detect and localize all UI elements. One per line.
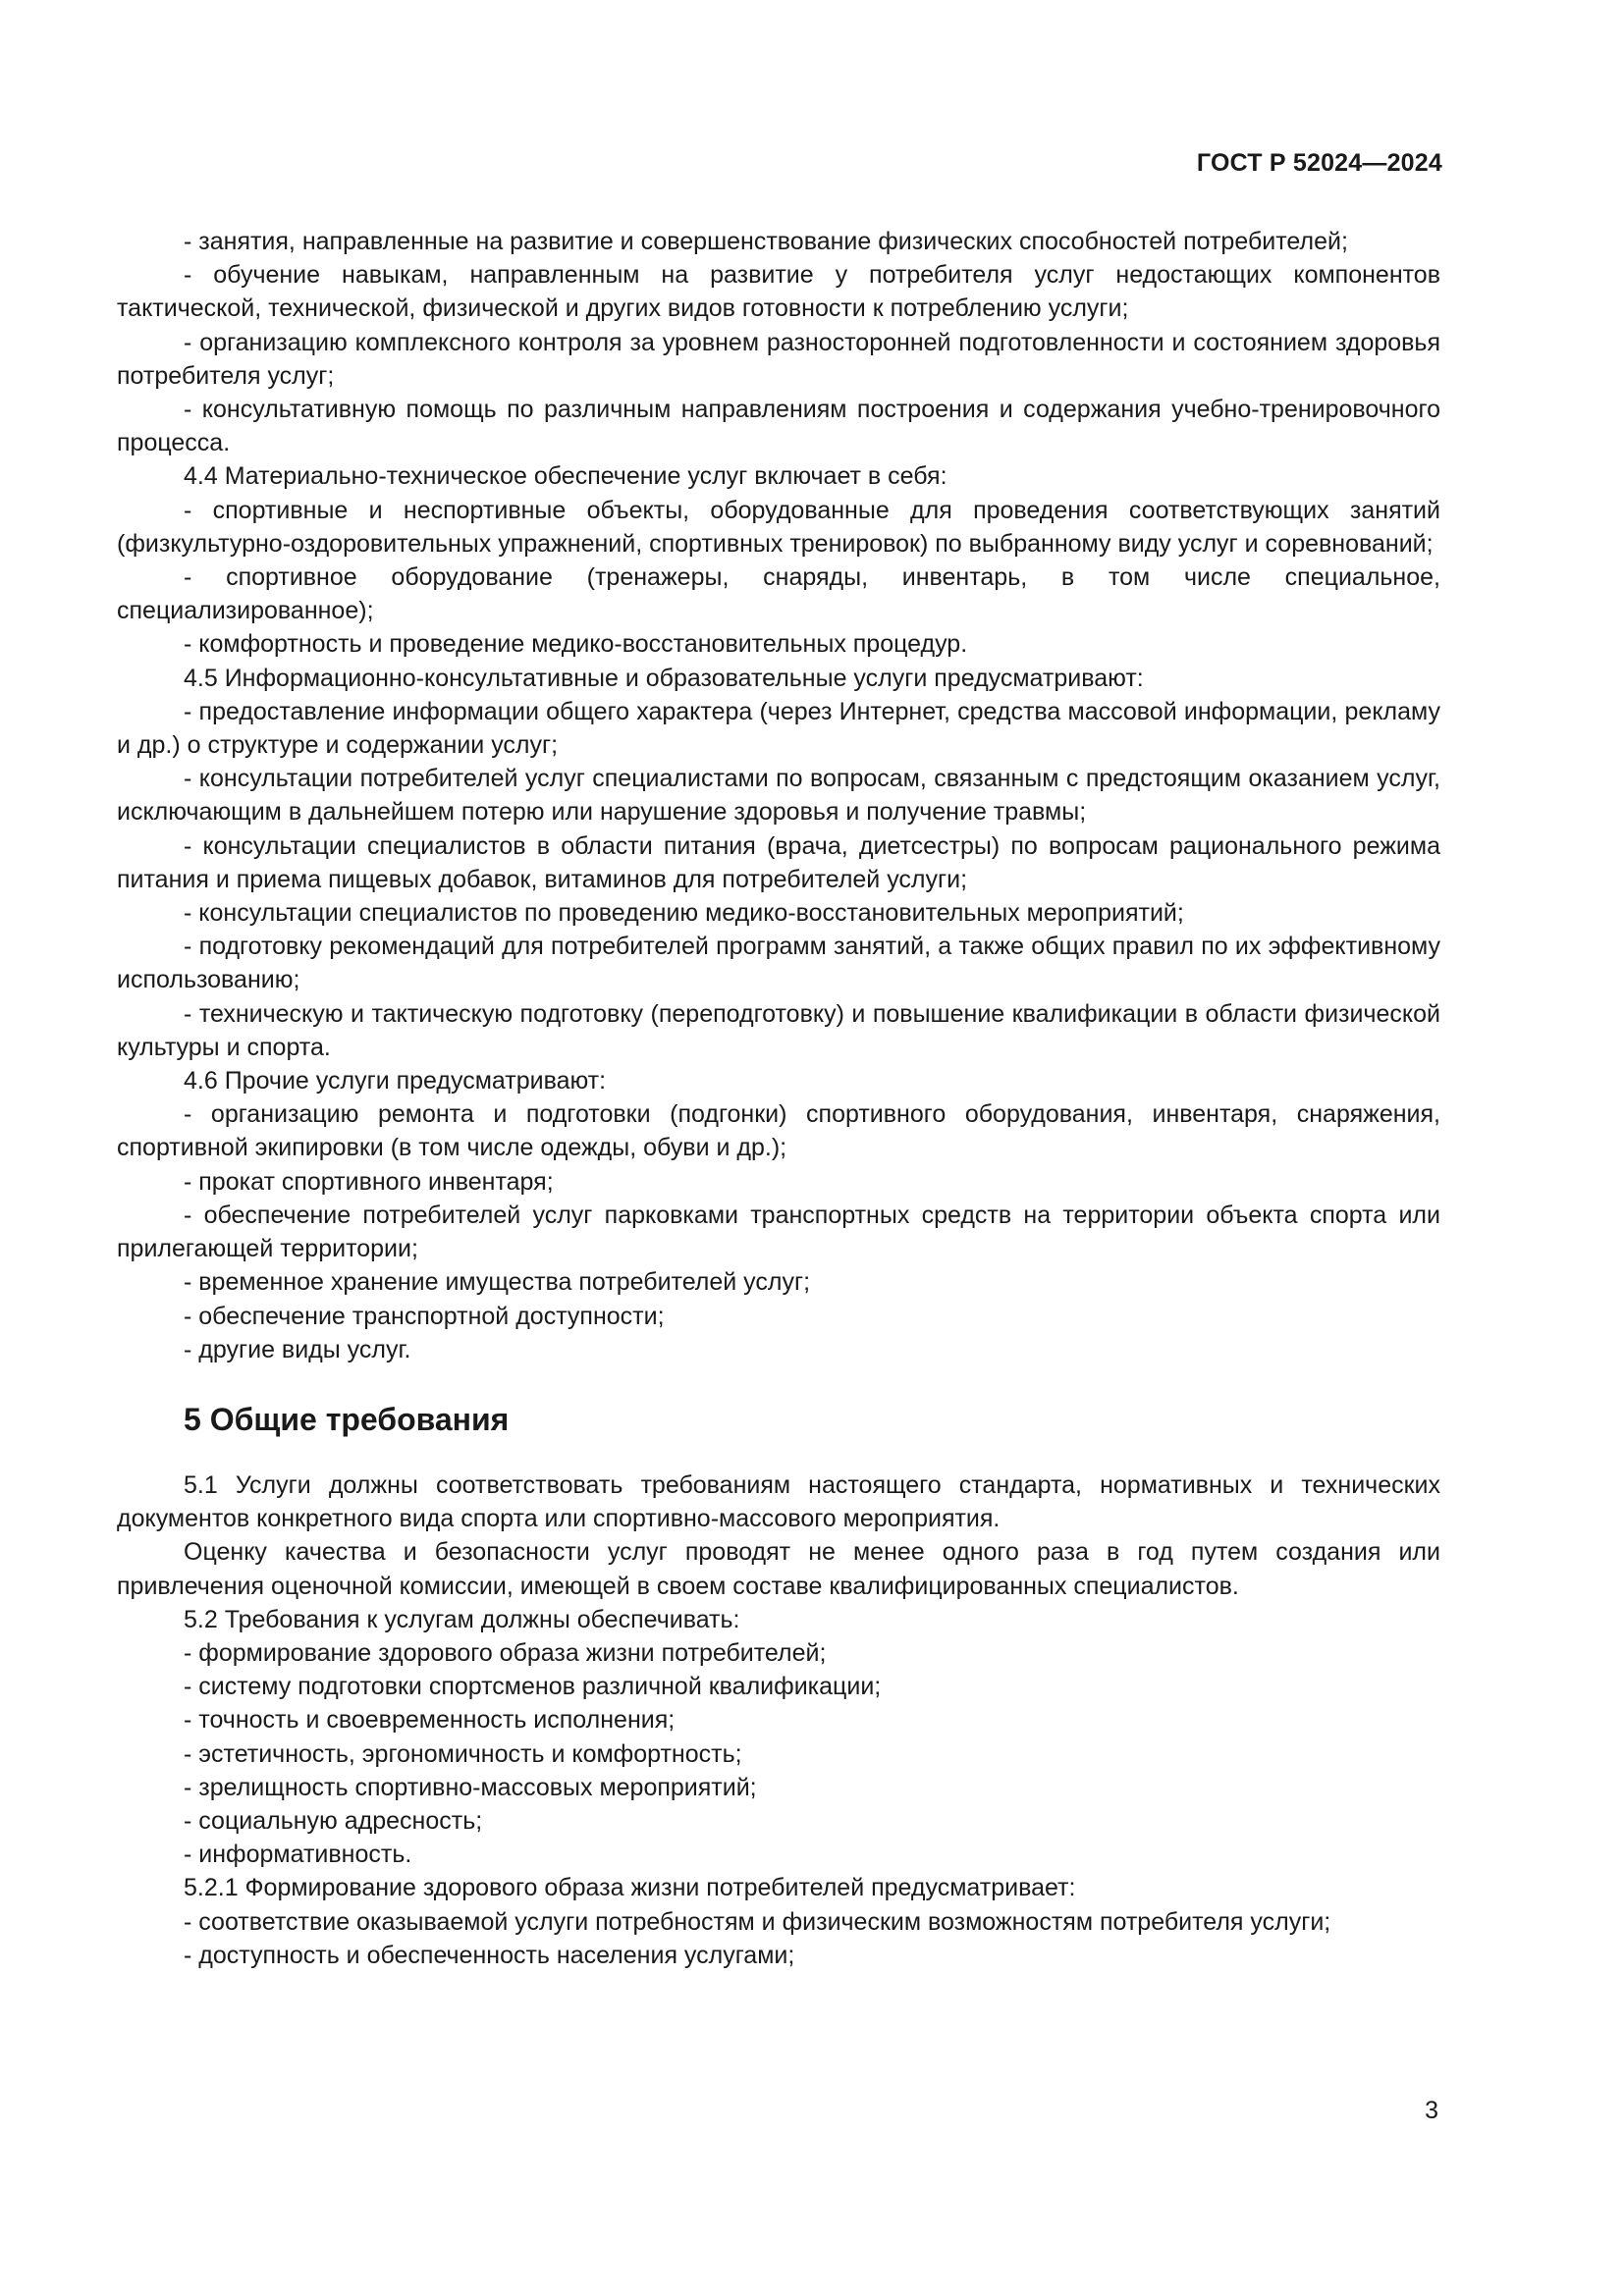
paragraph: - точность и своевременность исполнения;	[184, 1706, 676, 1735]
paragraph: - консультации потребителей услуг специалистами по вопросам, связанным с предстоящим оказанием услуг, исключающим в дальнейшем потерю или нарушение здоровья и получение травмы;	[117, 765, 1440, 827]
paragraph: - обеспечение потребителей услуг парковками транспортных средств на территории объекта спорта или прилегающей территории;	[117, 1201, 1440, 1263]
page-number: 3	[1425, 2097, 1438, 2124]
paragraph: - доступность и обеспеченность населения услугами;	[184, 1941, 795, 1969]
paragraph: - зрелищность спортивно-массовых мероприятий;	[184, 1773, 757, 1801]
paragraph: - организацию комплексного контроля за уровнем разносторонней подготовленности и состоянием здоровья потребителя услуг;	[117, 328, 1440, 390]
paragraph: - консультации специалистов в области питания (врача, диетсестры) по вопросам рационального режима питания и приема пищевых добавок, витаминов для потребителей услуги;	[117, 831, 1440, 893]
section-5-heading: 5 Общие требования	[184, 1401, 510, 1437]
paragraph: - временное хранение имущества потребителей услуг;	[184, 1268, 811, 1297]
clause-4-6: 4.6 Прочие услуги предусматривают:	[184, 1067, 607, 1095]
paragraph: - организацию ремонта и подготовки (подгонки) спортивного оборудования, инвентаря, снаряжения, спортивной экипировки (в том числе одежды, обуви и др.);	[117, 1100, 1440, 1162]
clause-5-2: 5.2 Требования к услугам должны обеспечивать:	[184, 1605, 740, 1633]
paragraph: - социальную адресность;	[184, 1806, 483, 1835]
paragraph: - предоставление информации общего характера (через Интернет, средства массовой информации, рекламу и др.) о структуре и содержании услуг;	[117, 697, 1440, 760]
paragraph: - спортивное оборудование (тренажеры, снаряды, инвентарь, в том числе специальное, специализированное);	[117, 563, 1440, 625]
page-body	[117, 225, 1440, 1972]
document-id-header: ГОСТ Р 52024—2024	[1196, 149, 1442, 177]
paragraph: - комфортность и проведение медико-восстановительных процедур.	[184, 630, 968, 659]
paragraph: - подготовку рекомендаций для потребителей программ занятий, а также общих правил по их эффективному использованию;	[117, 933, 1440, 994]
paragraph: - обеспечение транспортной доступности;	[184, 1302, 665, 1330]
paragraph: - техническую и тактическую подготовку (переподготовку) и повышение квалификации в области физической культуры и спорта.	[117, 999, 1440, 1061]
paragraph: - систему подготовки спортсменов различной квалификации;	[184, 1673, 882, 1701]
clause-4-4: 4.4 Материально-техническое обеспечение услуг включает в себя:	[184, 462, 947, 491]
paragraph: - обучение навыкам, направленным на развитие у потребителя услуг недостающих компонентов тактической, технической, физической и других видов готовности к потреблению услуги;	[117, 261, 1440, 323]
clause-4-5: 4.5 Информационно-консультативные и образовательные услуги предусматривают:	[184, 664, 1144, 692]
paragraph: - эстетичность, эргономичность и комфортность;	[184, 1739, 742, 1768]
clause-5-2-1: 5.2.1 Формирование здорового образа жизни потребителей предусматривает:	[184, 1874, 1076, 1902]
paragraph: - прокат спортивного инвентаря;	[184, 1167, 554, 1196]
paragraph: - формирование здорового образа жизни потребителей;	[184, 1638, 827, 1667]
paragraph: - информативность.	[184, 1841, 412, 1869]
paragraph: - спортивные и неспортивные объекты, оборудованные для проведения соответствующих занятий (физкультурно-оздоровительных упражнений, спортивных тренировок) по выбранному виду услуг и соревнований;	[117, 496, 1440, 558]
paragraph: Оценку качества и безопасности услуг проводят не менее одного раза в год путем создания или привлечения оценочной комиссии, имеющей в своем составе квалифицированных специалистов.	[117, 1538, 1440, 1600]
clause-5-1: 5.1 Услуги должны соответствовать требованиям настоящего стандарта, нормативных и технических документов конкретного вида спорта или спортивно-массового мероприятия.	[117, 1470, 1440, 1533]
paragraph: - консультативную помощь по различным направлениям построения и содержания учебно-тренировочного процесса.	[117, 396, 1440, 457]
paragraph: - другие виды услуг.	[184, 1335, 411, 1363]
paragraph: - соответствие оказываемой услуги потребностям и физическим возможностям потребителя услуги;	[184, 1907, 1331, 1936]
paragraph: - занятия, направленные на развитие и совершенствование физических способностей потребителей;	[184, 228, 1348, 255]
paragraph: - консультации специалистов по проведению медико-восстановительных мероприятий;	[184, 899, 1184, 928]
